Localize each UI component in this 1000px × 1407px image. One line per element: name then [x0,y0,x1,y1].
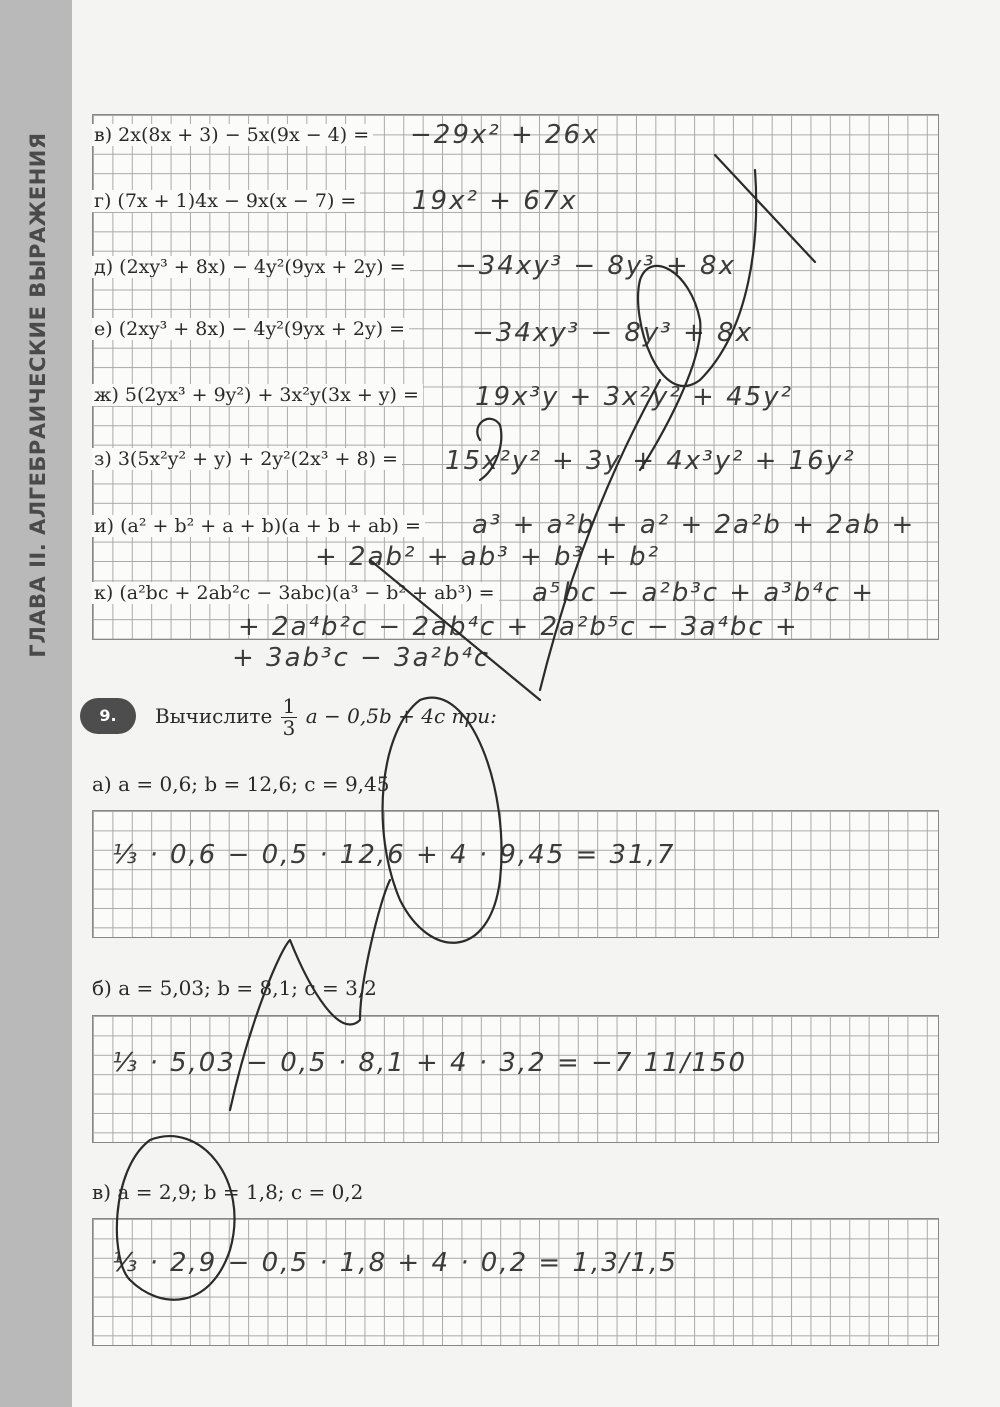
chapter-title: ГЛАВА II. АЛГЕБРАИЧЕСКИЕ ВЫРАЖЕНИЯ [26,132,50,658]
ex8-row-v-label: в) 2x(8x + 3) − 5x(9x − 4) = [92,124,373,146]
ex8-row-i-label: и) (a² + b² + a + b)(a + b + ab) = [92,515,425,537]
ex8-row-z-answer: 15x²y² + 3y + 4x³y² + 16y² [445,446,856,476]
ex9-part-a-label: а) a = 0,6; b = 12,6; c = 9,45 [92,772,390,796]
ex8-row-i-answer-cont: + 2ab² + ab³ + b³ + b² [315,542,661,572]
ex9-part-b-grid [92,1015,939,1143]
ex8-row-e-answer: −34xy³ − 8y³ + 8x [472,318,753,348]
exercise-9-prompt [155,696,497,739]
prompt-before: Вычислите [155,704,273,728]
ex8-row-g-label: г) (7x + 1)4x − 9x(x − 7) = [92,190,360,212]
fraction-denominator: 3 [282,716,296,740]
fraction-numerator: 1 [282,694,296,718]
prompt-after: a − 0,5b + 4c при: [305,704,497,728]
ex8-row-zh-label: ж) 5(2yx³ + 9y²) + 3x²y(3x + y) = [92,384,423,406]
fraction-one-third [281,696,298,739]
ex8-row-k-answer: a⁵bc − a²b³c + a³b⁴c + [532,578,875,608]
ex9-part-b-work: ⅓ · 5,03 − 0,5 · 8,1 + 4 · 3,2 = −7 11/150 [112,1048,748,1078]
ex8-row-e-label: е) (2xy³ + 8x) − 4y²(9yx + 2y) = [92,318,409,340]
ex9-part-v-label: в) a = 2,9; b = 1,8; c = 0,2 [92,1180,364,1204]
ex8-row-z-label: з) 3(5x²y² + y) + 2y²(2x³ + 8) = [92,448,402,470]
ex9-part-v-grid [92,1218,939,1346]
ex9-part-a-work: ⅓ · 0,6 − 0,5 · 12,6 + 4 · 9,45 = 31,7 [112,840,676,870]
ex8-row-v-answer: −29x² + 26x [410,120,600,150]
ex8-row-d-label: д) (2xy³ + 8x) − 4y²(9yx + 2y) = [92,256,410,278]
ex8-row-k-answer-cont: + 2a⁴b²c − 2ab⁴c + 2a²b⁵c − 3a⁴bc + [238,612,799,642]
ex9-part-v-work: ⅓ · 2,9 − 0,5 · 1,8 + 4 · 0,2 = 1,3/1,5 [112,1248,678,1278]
ex8-row-k-answer-cont2: + 3ab³c − 3a²b⁴c [232,643,491,673]
ex8-row-g-answer: 19x² + 67x [412,186,578,216]
ex8-row-d-answer: −34xy³ − 8y³ + 8x [455,251,736,281]
chapter-sidebar [0,0,72,1407]
ex8-row-k-label: к) (a²bc + 2ab²c − 3abc)(a³ − b² + ab³) = [92,582,499,604]
ex8-row-i-answer: a³ + a²b + a² + 2a²b + 2ab + [472,510,916,540]
ex9-part-b-label: б) a = 5,03; b = 8,1; c = 3,2 [92,976,377,1000]
exercise-9-badge: 9. [80,698,136,734]
ex9-part-a-grid [92,810,939,938]
ex8-row-zh-answer: 19x³y + 3x²y² + 45y² [475,382,793,412]
